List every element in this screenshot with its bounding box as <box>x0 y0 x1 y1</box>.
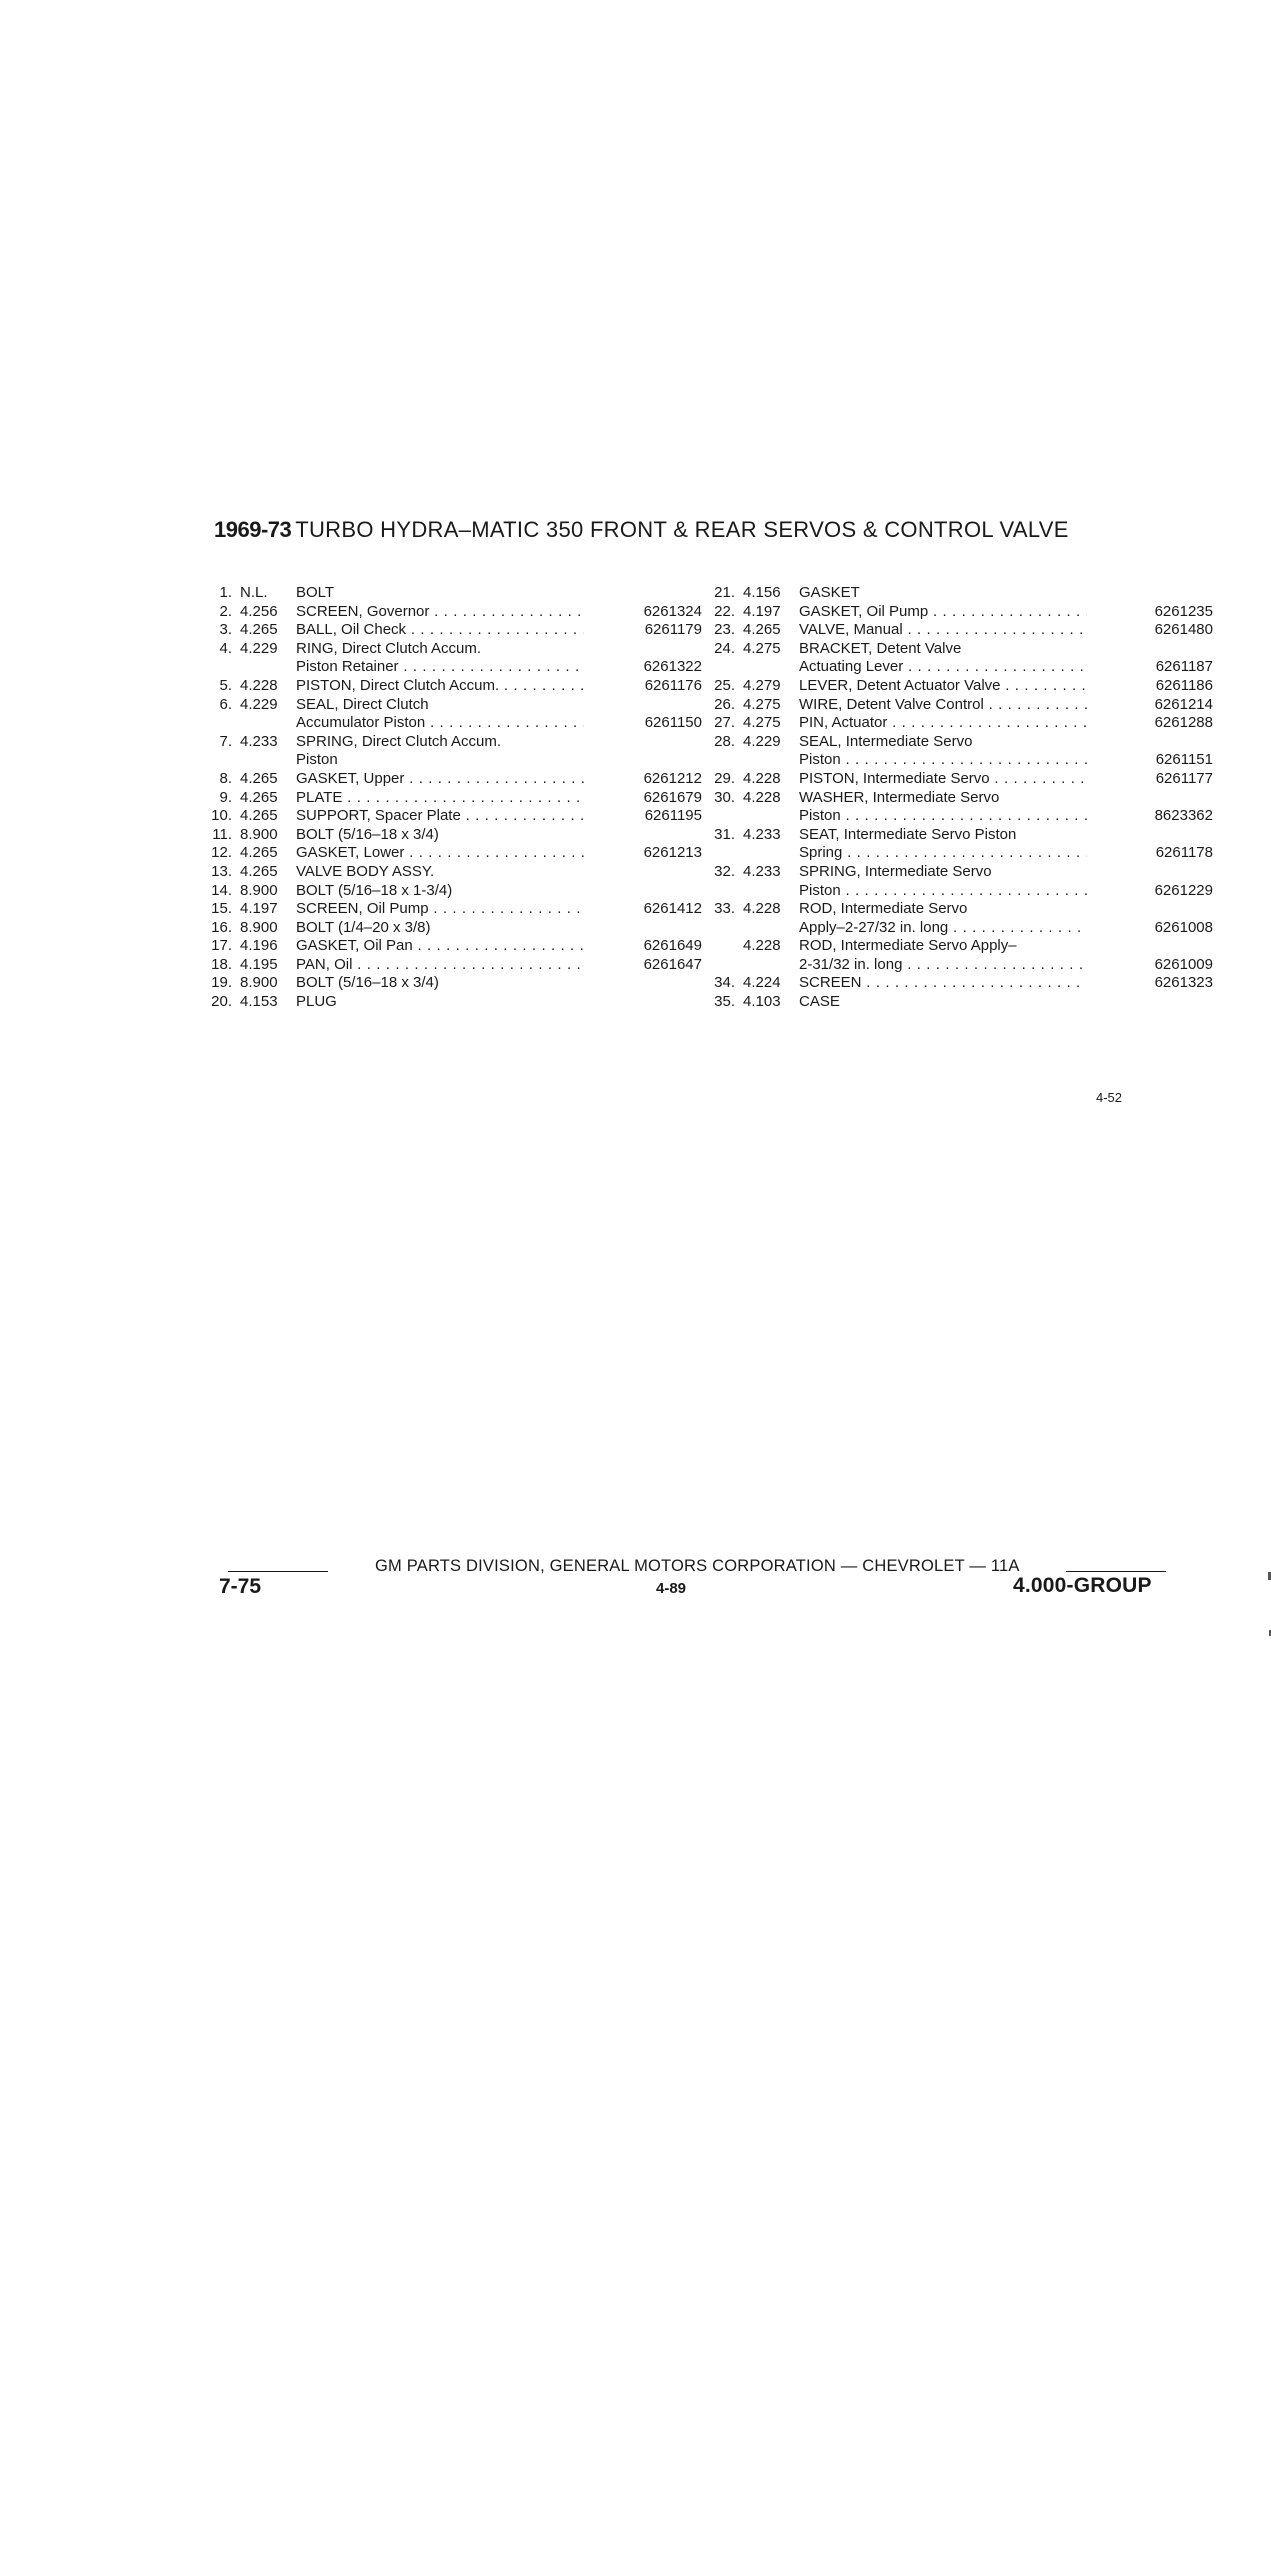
part-number <box>584 826 710 845</box>
part-number: 6261649 <box>643 937 702 955</box>
part-description: GASKET, Oil Pump . . . <box>799 603 1087 622</box>
reference-number: N.L. <box>240 584 268 601</box>
parts-list-row <box>200 807 710 826</box>
item-number: 17. <box>211 937 232 955</box>
reference-number: 4.224 <box>743 974 781 992</box>
item-number: 21. <box>714 584 735 601</box>
part-number: 6261178 <box>1155 844 1213 862</box>
part-description: RING, Direct Clutch Accum. <box>296 639 482 657</box>
reference-number: 4.279 <box>743 676 781 694</box>
item-number: 16. <box>211 918 232 936</box>
page-reference: 4-52 <box>1096 1090 1123 1105</box>
parts-list-row <box>703 974 1213 993</box>
part-number: 6261009 <box>1154 955 1213 973</box>
item-number: 27. <box>714 714 735 732</box>
part-number: 6261324 <box>643 602 702 620</box>
part-description: PISTON, Direct Clutch Accum. . . . <box>296 677 584 696</box>
reference-number: 4.228 <box>743 937 781 955</box>
part-description: SCREEN . . . <box>799 974 1087 993</box>
part-number: 6261647 <box>643 955 702 973</box>
part-number <box>584 993 710 1012</box>
item-number: 15. <box>211 900 232 918</box>
part-number: 8623362 <box>1154 807 1213 825</box>
parts-list-row <box>200 677 710 696</box>
part-description: Accumulator Piston . . . <box>296 714 584 733</box>
part-description: SEAL, Intermediate Servo <box>799 732 973 750</box>
parts-list-row <box>703 640 1213 659</box>
item-number: 18. <box>211 955 232 973</box>
part-description: PLUG <box>296 993 337 1011</box>
footer-date: 7-75 <box>219 1575 262 1598</box>
reference-number <box>743 844 799 863</box>
parts-list-row <box>200 789 710 808</box>
part-description: VALVE BODY ASSY. <box>296 862 435 880</box>
item-number: 2. <box>219 602 232 620</box>
part-description: PLATE . . . <box>296 789 584 808</box>
item-number: 7. <box>219 732 232 750</box>
reference-number: 4.156 <box>743 584 781 601</box>
part-number <box>584 640 710 659</box>
item-number <box>200 658 240 677</box>
parts-list-row <box>200 826 710 845</box>
item-number <box>703 956 743 975</box>
part-number: 6261323 <box>1154 974 1213 992</box>
parts-list-row <box>200 863 710 882</box>
part-number: 6261186 <box>1155 676 1213 694</box>
footer-group: 4.000-GROUP <box>1013 1574 1152 1597</box>
reference-number: 8.900 <box>240 825 278 843</box>
reference-number: 4.228 <box>240 676 278 694</box>
reference-number: 4.103 <box>743 993 781 1011</box>
part-description: LEVER, Detent Actuator Valve . . . <box>799 677 1087 696</box>
parts-list-row <box>200 900 710 919</box>
part-number <box>584 751 710 770</box>
item-number: 10. <box>211 807 232 825</box>
part-description: BRACKET, Detent Valve <box>799 639 962 657</box>
part-number: 6261322 <box>643 658 702 676</box>
part-description: SCREEN, Oil Pump . . . <box>296 900 584 919</box>
part-number: 6261412 <box>643 900 702 918</box>
reference-number: 4.265 <box>743 621 781 639</box>
reference-number: 4.256 <box>240 602 278 620</box>
item-number: 5. <box>219 676 232 694</box>
reference-number <box>743 751 799 770</box>
part-description: GASKET, Upper . . . <box>296 770 584 789</box>
item-number: 23. <box>714 621 735 639</box>
part-description: BALL, Oil Check . . . <box>296 621 584 640</box>
item-number: 32. <box>714 862 735 880</box>
parts-list-row <box>703 584 1213 603</box>
parts-list-row <box>200 733 710 752</box>
parts-list-row <box>703 658 1213 677</box>
part-number <box>1087 993 1213 1012</box>
parts-list-row <box>200 770 710 789</box>
part-description: Apply–2-27/32 in. long . . . <box>799 919 1087 938</box>
parts-list-row <box>703 993 1213 1012</box>
part-number <box>1087 826 1213 845</box>
item-number: 26. <box>714 695 735 713</box>
part-description: SEAT, Intermediate Servo Piston <box>799 825 1017 843</box>
item-number: 1. <box>219 584 232 601</box>
parts-list-row <box>200 658 710 677</box>
part-description: Spring . . . <box>799 844 1087 863</box>
parts-list-row <box>200 714 710 733</box>
reference-number: 4.196 <box>240 937 278 955</box>
part-number <box>584 696 710 715</box>
part-number <box>584 919 710 938</box>
item-number: 22. <box>714 602 735 620</box>
item-number: 6. <box>219 695 232 713</box>
part-description: BOLT (5/16–18 x 3/4) <box>296 825 439 843</box>
part-number: 6261229 <box>1154 881 1213 899</box>
part-number <box>1087 937 1213 956</box>
part-description: SUPPORT, Spacer Plate . . . <box>296 807 584 826</box>
item-number: 31. <box>714 825 735 843</box>
part-description: SPRING, Direct Clutch Accum. <box>296 732 502 750</box>
item-number <box>703 882 743 901</box>
item-number: 4. <box>219 639 232 657</box>
part-description: WIRE, Detent Valve Control . . . <box>799 696 1087 715</box>
part-number <box>1087 584 1213 603</box>
reference-number: 4.153 <box>240 993 278 1011</box>
reference-number <box>743 956 799 975</box>
reference-number: 4.275 <box>743 695 781 713</box>
item-number: 25. <box>714 676 735 694</box>
item-number: 34. <box>714 974 735 992</box>
item-number <box>703 919 743 938</box>
part-description: Actuating Lever . . . <box>799 658 1087 677</box>
part-number <box>1087 640 1213 659</box>
item-number <box>200 751 240 770</box>
part-description: ROD, Intermediate Servo Apply– <box>799 937 1017 955</box>
part-number <box>584 882 710 901</box>
parts-list-row <box>703 733 1213 752</box>
parts-list-row <box>703 900 1213 919</box>
parts-list-row <box>703 751 1213 770</box>
item-number: 14. <box>211 881 232 899</box>
part-description: BOLT (1/4–20 x 3/8) <box>296 918 431 936</box>
reference-number <box>743 919 799 938</box>
title-text: TURBO HYDRA–MATIC 350 FRONT & REAR SERVOS & CONTROL VALVE <box>295 517 1069 542</box>
footer-publisher: GM PARTS DIVISION, GENERAL MOTORS CORPORATION — CHEVROLET — 11A <box>375 1557 1020 1575</box>
item-number <box>703 658 743 677</box>
reference-number <box>743 807 799 826</box>
part-description: PIN, Actuator . . . <box>799 714 1087 733</box>
parts-list-row <box>200 640 710 659</box>
reference-number: 4.265 <box>240 862 278 880</box>
parts-list-row <box>200 584 710 603</box>
item-number <box>703 751 743 770</box>
parts-list-row <box>703 677 1213 696</box>
parts-list-row <box>200 937 710 956</box>
reference-number: 4.265 <box>240 769 278 787</box>
page-title <box>214 517 1174 543</box>
reference-number <box>240 751 296 770</box>
item-number <box>200 714 240 733</box>
parts-list-row <box>703 882 1213 901</box>
part-description: GASKET <box>799 584 860 601</box>
part-description: SEAL, Direct Clutch <box>296 695 429 713</box>
item-number: 30. <box>714 788 735 806</box>
item-number: 3. <box>219 621 232 639</box>
reference-number: 4.229 <box>240 639 278 657</box>
part-number: 6261214 <box>1154 695 1213 713</box>
reference-number <box>240 658 296 677</box>
part-description: PAN, Oil . . . <box>296 956 584 975</box>
part-number: 6261679 <box>643 788 702 806</box>
reference-number: 4.228 <box>743 788 781 806</box>
part-description: SCREEN, Governor . . . <box>296 603 584 622</box>
item-number: 35. <box>714 993 735 1011</box>
item-number <box>703 807 743 826</box>
reference-number: 4.195 <box>240 955 278 973</box>
reference-number: 4.197 <box>743 602 781 620</box>
part-description: 2-31/32 in. long . . . <box>799 956 1087 975</box>
parts-list-row <box>200 919 710 938</box>
item-number: 20. <box>211 993 232 1011</box>
reference-number: 4.229 <box>240 695 278 713</box>
part-number <box>1087 733 1213 752</box>
parts-list-row <box>703 807 1213 826</box>
part-number <box>1087 789 1213 808</box>
reference-number: 4.275 <box>743 714 781 732</box>
part-number: 6261150 <box>644 714 702 732</box>
parts-list-row <box>703 919 1213 938</box>
part-description: Piston . . . <box>799 751 1087 770</box>
part-number <box>1087 900 1213 919</box>
parts-list-row <box>703 696 1213 715</box>
parts-list-row <box>703 863 1213 882</box>
part-number: 6261288 <box>1154 714 1213 732</box>
reference-number <box>240 714 296 733</box>
parts-list-row <box>200 751 710 770</box>
item-number: 12. <box>211 844 232 862</box>
part-description: ROD, Intermediate Servo <box>799 900 968 918</box>
parts-list-row <box>200 956 710 975</box>
reference-number: 4.265 <box>240 621 278 639</box>
part-number: 6261235 <box>1154 602 1213 620</box>
reference-number: 8.900 <box>240 881 278 899</box>
reference-number: 4.233 <box>743 825 781 843</box>
part-description: PISTON, Intermediate Servo . . . <box>799 770 1087 789</box>
part-description: GASKET, Oil Pan . . . <box>296 937 584 956</box>
parts-list-row <box>703 770 1213 789</box>
part-number: 6261213 <box>643 844 702 862</box>
part-description: CASE <box>799 993 840 1011</box>
reference-number: 4.265 <box>240 788 278 806</box>
item-number <box>703 844 743 863</box>
part-number <box>584 733 710 752</box>
reference-number: 4.233 <box>240 732 278 750</box>
parts-list-row <box>200 844 710 863</box>
part-number: 6261008 <box>1154 918 1213 936</box>
parts-list-row <box>200 974 710 993</box>
part-number: 6261151 <box>1155 751 1213 769</box>
part-number: 6261187 <box>1155 658 1213 676</box>
reference-number: 8.900 <box>240 918 278 936</box>
item-number: 29. <box>714 769 735 787</box>
item-number: 24. <box>714 639 735 657</box>
parts-list-row <box>200 603 710 622</box>
parts-list-left <box>200 584 710 1012</box>
parts-list-row <box>703 621 1213 640</box>
reference-number <box>743 882 799 901</box>
reference-number <box>743 658 799 677</box>
parts-list-row <box>200 993 710 1012</box>
part-number <box>584 584 710 603</box>
part-description: Piston <box>296 751 338 769</box>
part-description: GASKET, Lower . . . <box>296 844 584 863</box>
parts-list-row <box>703 826 1213 845</box>
part-number <box>584 974 710 993</box>
reference-number: 4.275 <box>743 639 781 657</box>
part-description: BOLT <box>296 584 335 601</box>
part-description: VALVE, Manual . . . <box>799 621 1087 640</box>
parts-list-row <box>703 603 1213 622</box>
parts-list-row <box>200 621 710 640</box>
reference-number: 4.197 <box>240 900 278 918</box>
part-number <box>1087 863 1213 882</box>
parts-list-row <box>200 882 710 901</box>
part-description: Piston . . . <box>799 882 1087 901</box>
parts-list-row <box>703 956 1213 975</box>
item-number: 9. <box>219 788 232 806</box>
part-description: WASHER, Intermediate Servo <box>799 788 1000 806</box>
part-number: 6261176 <box>644 676 702 694</box>
item-number: 28. <box>714 732 735 750</box>
reference-number: 4.228 <box>743 900 781 918</box>
reference-number: 4.229 <box>743 732 781 750</box>
reference-number: 4.233 <box>743 862 781 880</box>
parts-list-row <box>200 696 710 715</box>
footer-rule-left <box>228 1571 328 1572</box>
parts-list-row <box>703 714 1213 733</box>
item-number <box>703 937 743 956</box>
part-description: BOLT (5/16–18 x 1-3/4) <box>296 881 453 899</box>
parts-list-row <box>703 937 1213 956</box>
footer-rule-right <box>1066 1571 1166 1572</box>
item-number: 19. <box>211 974 232 992</box>
reference-number: 8.900 <box>240 974 278 992</box>
part-number: 6261480 <box>1154 621 1213 639</box>
footer-page-number: 4-89 <box>656 1580 687 1597</box>
reference-number: 4.265 <box>240 807 278 825</box>
part-number: 6261177 <box>1155 769 1213 787</box>
part-number: 6261195 <box>644 807 702 825</box>
part-number <box>584 863 710 882</box>
reference-number: 4.265 <box>240 844 278 862</box>
part-number: 6261212 <box>643 769 702 787</box>
reference-number: 4.228 <box>743 769 781 787</box>
parts-list-row <box>703 789 1213 808</box>
part-description: Piston . . . <box>799 807 1087 826</box>
title-years: 1969-73 <box>214 517 292 542</box>
item-number: 33. <box>714 900 735 918</box>
item-number: 8. <box>219 769 232 787</box>
part-description: Piston Retainer . . . <box>296 658 584 677</box>
part-description: BOLT (5/16–18 x 3/4) <box>296 974 439 992</box>
item-number: 11. <box>212 825 232 843</box>
item-number: 13. <box>211 862 232 880</box>
part-description: SPRING, Intermediate Servo <box>799 862 992 880</box>
parts-list-right <box>703 584 1213 1012</box>
parts-list-row <box>703 844 1213 863</box>
part-number: 6261179 <box>644 621 702 639</box>
